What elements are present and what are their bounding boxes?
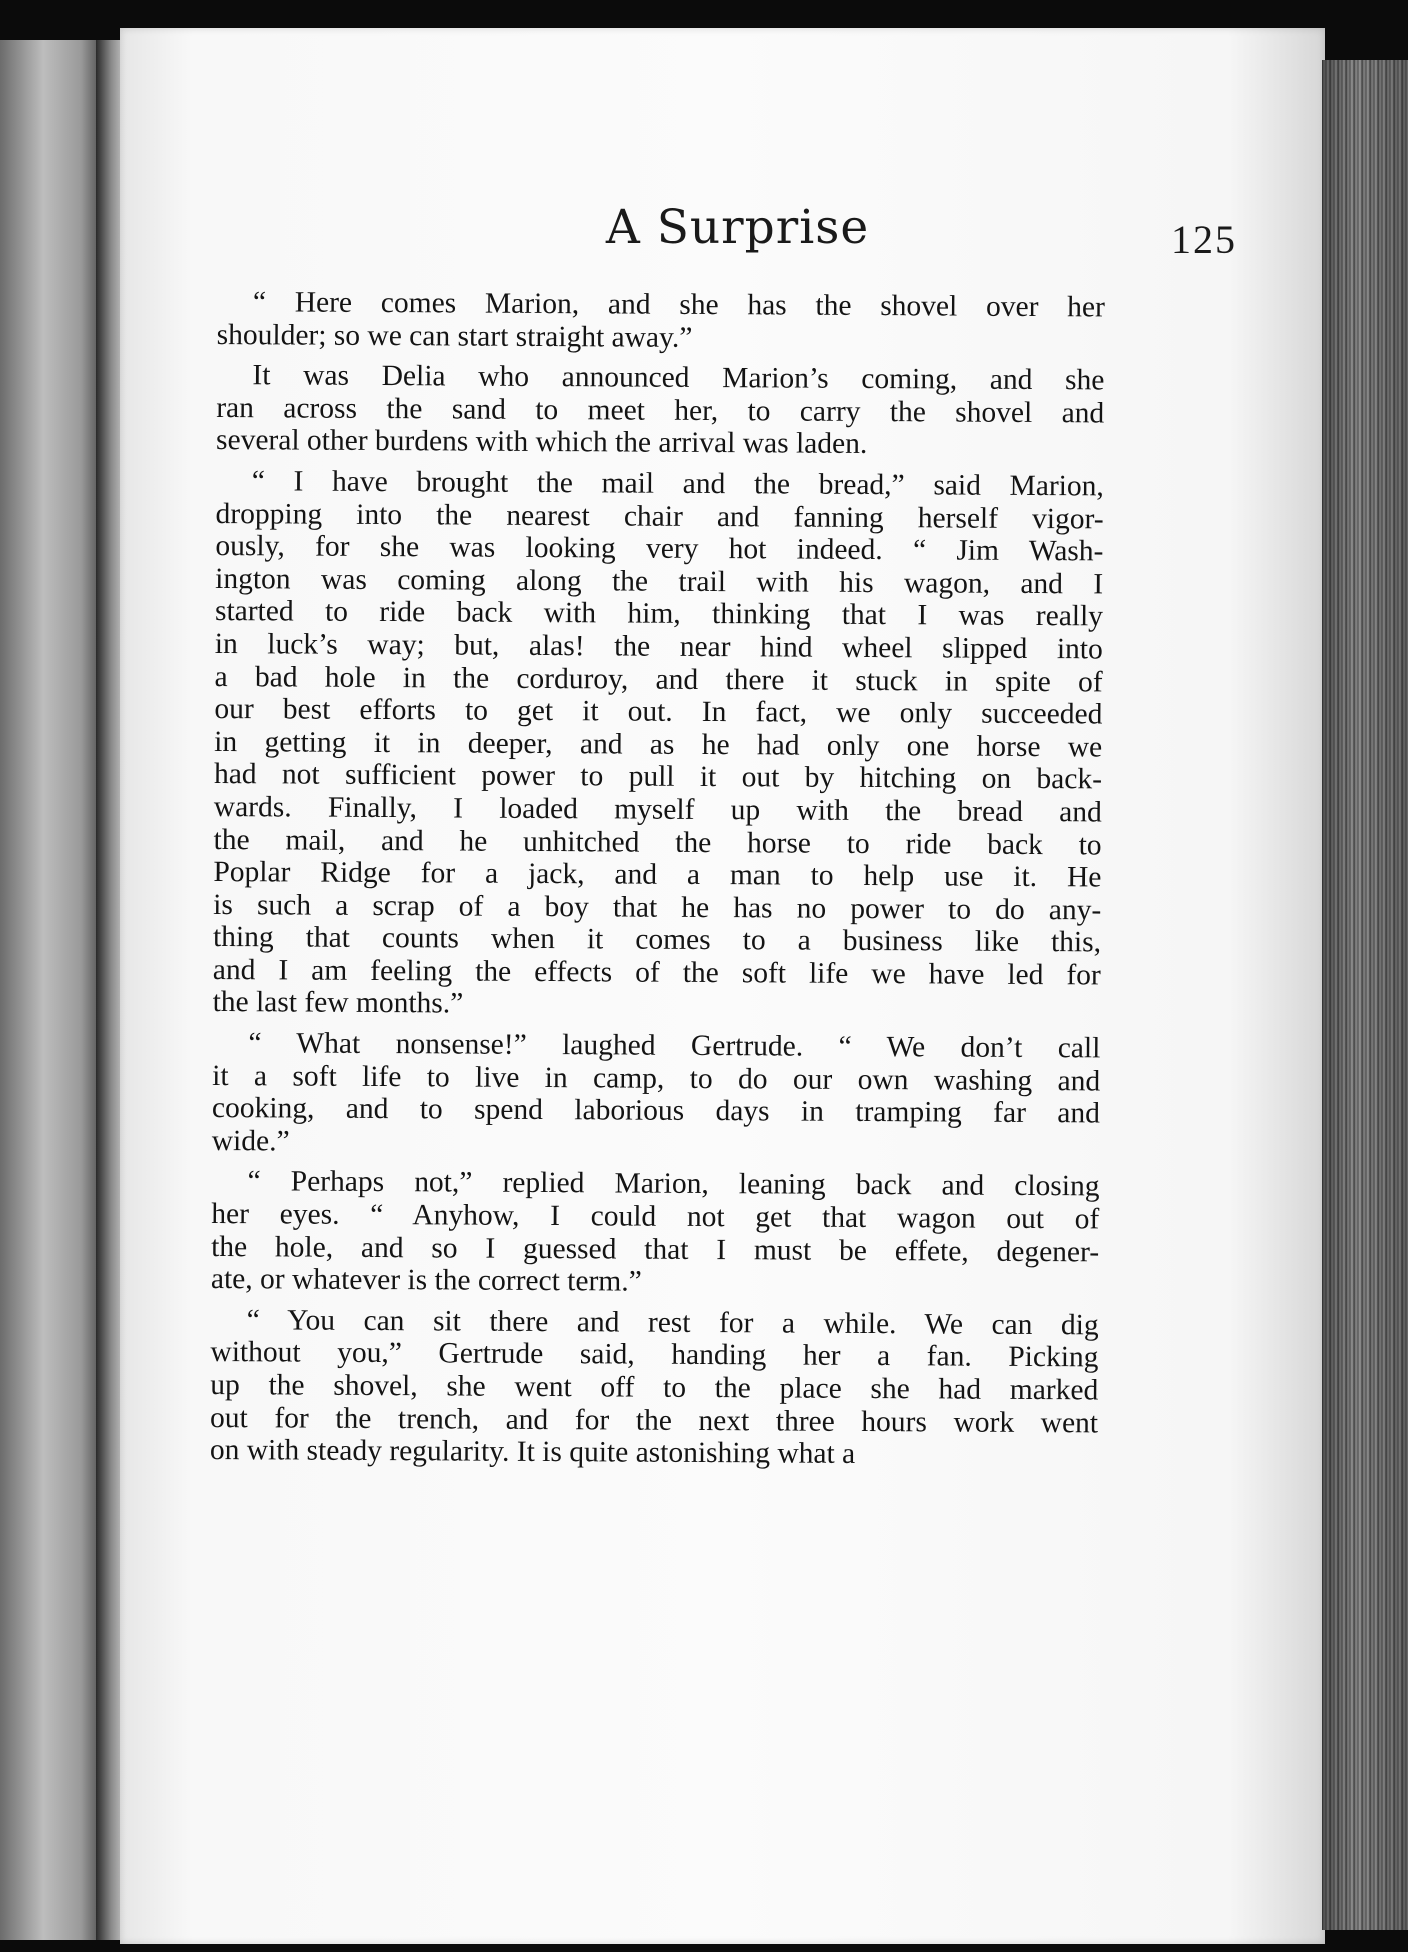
text-line: “ I have brought the mail and the bread,” said Marion,	[251, 465, 1104, 503]
text-line: “ What nonsense!” laughed Gertrude. “ We don’t call	[248, 1027, 1101, 1065]
page-header	[120, 200, 1325, 270]
running-head: A Surprise	[605, 200, 870, 255]
text-line: the hole, and so I guessed that I must be effete, degener-	[211, 1230, 1100, 1269]
paragraph	[210, 1304, 1099, 1472]
text-line: several other burdens with which the arrival was laden.	[215, 424, 868, 461]
text-line: “ You can sit there and rest for a while. We can dig	[246, 1304, 1099, 1342]
paragraph	[211, 1165, 1100, 1301]
text-line: wide.”	[211, 1124, 290, 1158]
text-line: the last few months.”	[212, 986, 464, 1020]
text-line: the mail, and he unhitched the horse to ride back to	[213, 823, 1102, 861]
text-line: ate, or whatever is the correct term.”	[210, 1263, 642, 1298]
paragraph	[212, 1027, 1101, 1163]
paragraph	[217, 286, 1105, 357]
text-line: is such a scrap of a boy that he has no power to do any-	[213, 888, 1102, 927]
text-line: up the shovel, she went off to the place she had marked	[210, 1368, 1099, 1407]
text-line: a bad hole in the corduroy, and there it stuck in spite of	[214, 660, 1103, 698]
text-line: ington was coming along the trail with his wagon, and I	[215, 562, 1104, 601]
facing-page-edge	[0, 40, 108, 1940]
paragraph	[216, 359, 1105, 462]
text-line: “ Perhaps not,” replied Marion, leaning back and closing	[247, 1165, 1100, 1203]
text-line: Poplar Ridge for a jack, and a man to help use it. He	[213, 856, 1102, 894]
text-line: in getting it in deeper, and as he had only one horse we	[214, 725, 1103, 764]
text-line: dropping into the nearest chair and fanning herself vigor-	[215, 497, 1104, 535]
text-line: It was Delia who announced Marion’s coming, and she	[252, 359, 1105, 397]
page-number: 125	[1171, 217, 1237, 262]
text-line: ran across the sand to meet her, to carry the shovel and	[216, 391, 1105, 430]
text-line: ously, for she was looking very hot indeed. “ Jim Wash-	[215, 530, 1104, 568]
text-line: had not sufficient power to pull it out by hitching on back-	[213, 758, 1103, 796]
text-line: shoulder; so we can start straight away.”	[216, 318, 693, 354]
text-line: her eyes. “ Anyhow, I could not get that wagon out of	[211, 1198, 1100, 1236]
body-text	[210, 286, 1105, 1472]
text-line: and I am feeling the effects of the soft life we have led for	[212, 953, 1101, 992]
paragraph	[213, 465, 1104, 1025]
text-line: cooking, and to spend laborious days in tramping far and	[211, 1092, 1101, 1130]
text-line: thing that counts when it comes to a business like this,	[212, 921, 1102, 959]
text-line: started to ride back with him, thinking that I was really	[214, 595, 1104, 633]
text-line: on with steady regularity. It is quite astonishing what a	[209, 1434, 856, 1471]
text-line: “ Here comes Marion, and she has the shovel over her	[252, 286, 1105, 324]
text-line: in luck’s way; but, alas! the near hind wheel slipped into	[214, 627, 1103, 666]
text-line: wards. Finally, I loaded myself up with the bread and	[213, 790, 1102, 829]
text-line: it a soft life to live in camp, to do our own washing and	[212, 1059, 1101, 1098]
text-line: our best efforts to get it out. In fact, we only succeeded	[214, 693, 1103, 731]
text-line: out for the trench, and for the next three hours work went	[209, 1401, 1099, 1439]
page-stack-shadow	[1322, 60, 1408, 1930]
text-line: without you,” Gertrude said, handing her a fan. Picking	[210, 1336, 1099, 1374]
